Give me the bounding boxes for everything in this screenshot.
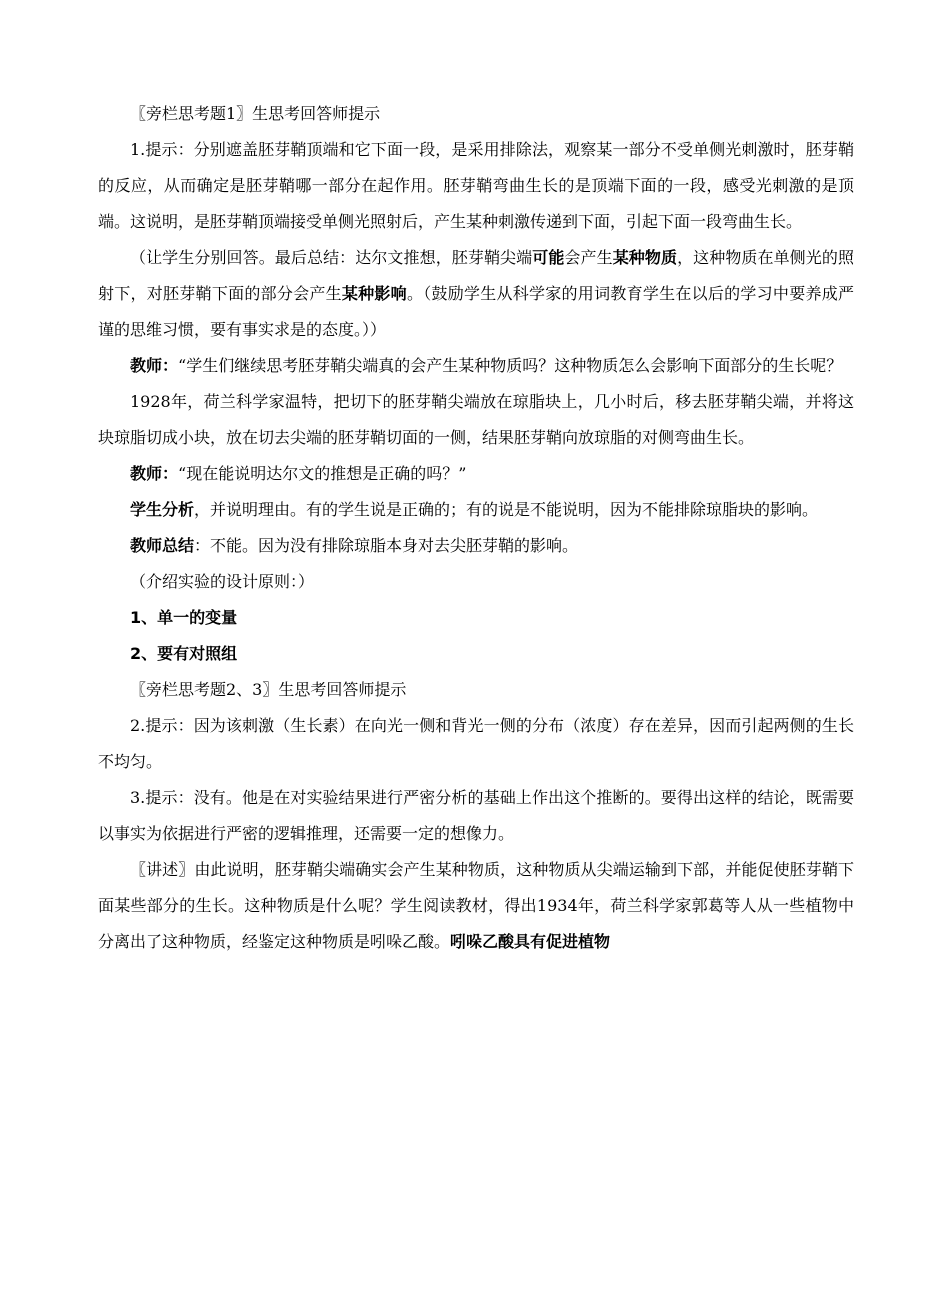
teacher-question-paragraph-1	[98, 348, 854, 384]
design-principle-2	[98, 636, 854, 672]
design-principles-intro	[98, 564, 854, 600]
went-experiment-paragraph	[98, 384, 854, 456]
text-run: 〖旁栏思考题1〗生思考回答师提示	[130, 104, 381, 123]
design-principle-1	[98, 600, 854, 636]
text-run: （让学生分别回答。最后总结：达尔文推想，胚芽鞘尖端	[130, 248, 533, 267]
text-run: “学生们继续思考胚芽鞘尖端真的会产生某种物质吗？这种物质怎么会影响下面部分的生长呢？	[178, 356, 843, 375]
student-analysis-paragraph	[98, 492, 854, 528]
document-body	[98, 96, 854, 960]
bold-text: 可能	[532, 248, 565, 267]
text-run: ，并说明理由。有的学生说是正确的；有的说是不能说明，因为不能排除琼脂块的影响。	[194, 500, 819, 519]
hint-paragraph-1	[98, 132, 854, 240]
bold-text: 教师总结	[130, 536, 195, 555]
bold-text: 学生分析	[130, 500, 195, 519]
text-run: ，这种物质在单侧光的照射下，对胚芽鞘下面的部分会产生	[98, 248, 854, 303]
bold-text: 2、要有对照组	[130, 644, 238, 663]
sidebar-question-title-1	[98, 96, 854, 132]
darwin-summary-paragraph	[98, 240, 854, 348]
text-run: ：不能。因为没有排除琼脂本身对去尖胚芽鞘的影响。	[194, 536, 579, 555]
text-run: （介绍实验的设计原则：）	[130, 572, 315, 591]
text-run: 1.提示：分别遮盖胚芽鞘顶端和它下面一段，是采用排除法，观察某一部分不受单侧光刺激时，胚芽鞘的反应，从而确定是胚芽鞘哪一部分在起作用。胚芽鞘弯曲生长的是顶端下面的一段，感受光刺激的是顶端。这说明，是胚芽鞘顶端接受单侧光照射后，产生某种刺激传递到下面，引起下面一段弯曲生长。	[98, 140, 854, 231]
teacher-question-paragraph-2	[98, 456, 854, 492]
text-run: 1928年，荷兰科学家温特，把切下的胚芽鞘尖端放在琼脂块上，几小时后，移去胚芽鞘尖端，并将这块琼脂切成小块，放在切去尖端的胚芽鞘切面的一侧，结果胚芽鞘向放琼脂的对侧弯曲生长。	[98, 392, 854, 447]
sidebar-question-title-2	[98, 672, 854, 708]
bold-text: 1、单一的变量	[130, 608, 238, 627]
hint-paragraph-3	[98, 780, 854, 852]
text-run: 会产生	[564, 248, 613, 267]
teacher-summary-paragraph	[98, 528, 854, 564]
bold-text: 某种物质	[612, 248, 678, 267]
bold-text: 教师：	[130, 356, 179, 375]
text-run: 2.提示：因为该刺激（生长素）在向光一侧和背光一侧的分布（浓度）存在差异，因而引起两侧的生长不均匀。	[98, 716, 854, 771]
bold-text: 吲哚乙酸具有促进植物	[450, 932, 611, 951]
lecture-paragraph	[98, 852, 854, 960]
text-run: 3.提示：没有。他是在对实验结果进行严密分析的基础上作出这个推断的。要得出这样的结论，既需要以事实为依据进行严密的逻辑推理，还需要一定的想像力。	[98, 788, 854, 843]
text-run: 。（鼓励学生从科学家的用词教育学生在以后的学习中要养成严谨的思维习惯，要有事实求是的态度。））	[98, 284, 854, 339]
hint-paragraph-2	[98, 708, 854, 780]
text-run: 〖旁栏思考题2、3〗生思考回答师提示	[130, 680, 407, 699]
text-run: “现在能说明达尔文的推想是正确的吗？”	[178, 464, 467, 483]
bold-text: 某种影响	[341, 284, 407, 303]
bold-text: 教师：	[130, 464, 179, 483]
text-run: 〖讲述〗由此说明，胚芽鞘尖端确实会产生某种物质，这种物质从尖端运输到下部，并能促使胚芽鞘下面某些部分的生长。这种物质是什么呢？学生阅读教材，得出1934年，荷兰科学家郭葛等人从一些植物中分离出了这种物质，经鉴定这种物质是吲哚乙酸。	[98, 860, 854, 951]
